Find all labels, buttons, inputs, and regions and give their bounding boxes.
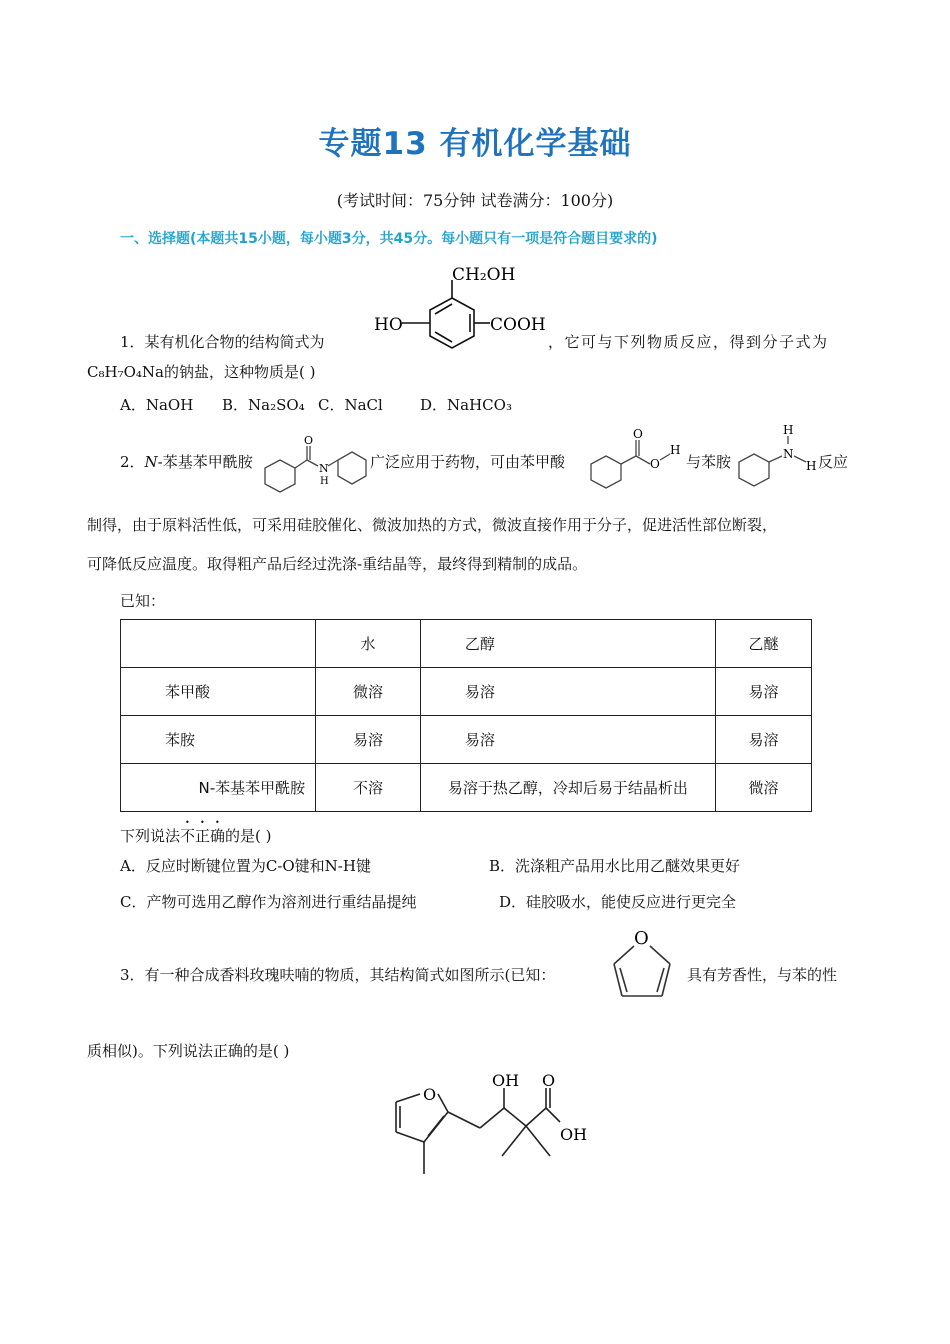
- q2-option-b: B．洗涤粗产品用水比用乙醚效果更好: [489, 857, 741, 875]
- q1-option-c: C．NaCl: [318, 396, 383, 414]
- table-cell: 微溶: [316, 668, 421, 716]
- q3-line2: 质相似)。下列说法正确的是( ): [87, 1042, 290, 1060]
- table-cell: 不溶: [316, 764, 421, 812]
- q2-question: [120, 818, 272, 846]
- aniline-h-top: H: [783, 423, 794, 437]
- q2-para2: 可降低反应温度。取得粗产品后经过洗涤-重结晶等，最终得到精制的成品。: [87, 555, 588, 573]
- rose-furan-acid-structure: [380, 1066, 600, 1182]
- q1-option-d: D．NaHCO₃: [420, 396, 512, 414]
- solubility-table: [120, 619, 812, 812]
- furan-structure: [604, 920, 680, 1006]
- q1-line1-post: ，它可与下列物质反应，得到分子式为: [548, 333, 829, 351]
- table-row: [121, 764, 812, 812]
- q2-name-rest: -苯基苯甲酰胺: [157, 453, 253, 471]
- table-cell: 易溶于热乙醇，冷却后易于结晶析出: [420, 764, 715, 812]
- aniline-n: N: [783, 447, 794, 461]
- q2-name-italic: N: [144, 453, 158, 471]
- aniline-h-right: H: [806, 459, 817, 473]
- table-row: [121, 668, 812, 716]
- furan-o-label: O: [634, 928, 649, 949]
- table-cell: 易溶: [420, 668, 715, 716]
- q2-option-a: A．反应时断键位置为C-O键和N-H键: [120, 857, 371, 875]
- table-cell: 苯甲酸: [121, 668, 316, 716]
- acid-oh-o: O: [650, 457, 660, 471]
- table-cell: N-苯基苯甲酰胺: [121, 764, 316, 812]
- table-cell: 微溶: [715, 764, 811, 812]
- table-cell: 苯胺: [121, 716, 316, 764]
- section-heading: 一、选择题(本题共15小题，每小题3分，共45分。每小题只有一项是符合题目要求的): [120, 231, 658, 247]
- table-cell: 易溶: [715, 668, 811, 716]
- q2-option-d: D．硅胶吸水，能使反应进行更完全: [499, 893, 737, 911]
- table-cell: 易溶: [420, 716, 715, 764]
- ring-o-label: O: [423, 1085, 437, 1104]
- q1-structure: [372, 258, 552, 358]
- acid-oh-label: OH: [560, 1125, 588, 1144]
- amide-o: O: [304, 434, 314, 447]
- q2-question-b: 的是( ): [225, 827, 272, 845]
- q2-para1: 制得，由于原料活性低，可采用硅胶催化、微波加热的方式，微波直接作用于分子，促进活性部位断裂，: [87, 516, 778, 534]
- q2-known: 已知：: [120, 592, 166, 610]
- q1-line2: C₈H₇O₄Na的钠盐，这种物质是( ): [87, 363, 316, 381]
- q1-option-a: A．NaOH: [120, 396, 194, 414]
- table-cell: 易溶: [715, 716, 811, 764]
- q3-line1-post: 具有芳香性，与苯的性: [687, 966, 838, 984]
- table-header: 乙醚: [715, 620, 811, 668]
- table-cell: 易溶: [316, 716, 421, 764]
- table-row: [121, 716, 812, 764]
- acid-o: O: [633, 427, 643, 441]
- ho-label: HO: [374, 315, 403, 335]
- q2-mid3: 反应: [818, 453, 849, 471]
- table-header: [121, 620, 316, 668]
- q3-line1-pre: 3．有一种合成香料玫瑰呋喃的物质，其结构简式如图所示(已知：: [120, 966, 556, 984]
- table-header: 乙醇: [420, 620, 715, 668]
- exam-info: (考试时间：75分钟 试卷满分：100分): [336, 191, 614, 210]
- acid-h: H: [670, 443, 681, 457]
- cooh-label: COOH: [490, 315, 546, 335]
- q2-intro: [120, 451, 253, 472]
- aniline-structure: [736, 422, 818, 494]
- q2-question-emph: 不正确: [180, 827, 226, 845]
- page-title: 专题13 有机化学基础: [318, 126, 632, 162]
- q1-option-b: B．Na₂SO₄: [222, 396, 305, 414]
- ch2oh-label: CH₂OH: [452, 265, 516, 285]
- amide-h: H: [320, 476, 329, 487]
- carbonyl-o-label: O: [542, 1071, 556, 1090]
- q2-option-c: C．产物可选用乙醇作为溶剂进行重结晶提纯: [120, 893, 417, 911]
- q2-mid1: 广泛应用于药物，可由苯甲酸: [370, 453, 566, 471]
- hydroxyl-label: OH: [492, 1071, 520, 1090]
- amide-n: N: [319, 462, 329, 475]
- q2-mid2: 与苯胺: [686, 453, 732, 471]
- q2-question-a: 下列说法: [120, 827, 181, 845]
- q1-line1-pre: 1．某有机化合物的结构简式为: [120, 333, 325, 351]
- table-header: 水: [316, 620, 421, 668]
- amide-structure: [262, 430, 370, 496]
- q2-prefix: 2．: [120, 453, 145, 471]
- table-header-row: [121, 620, 812, 668]
- benzoic-acid-structure: [588, 424, 686, 494]
